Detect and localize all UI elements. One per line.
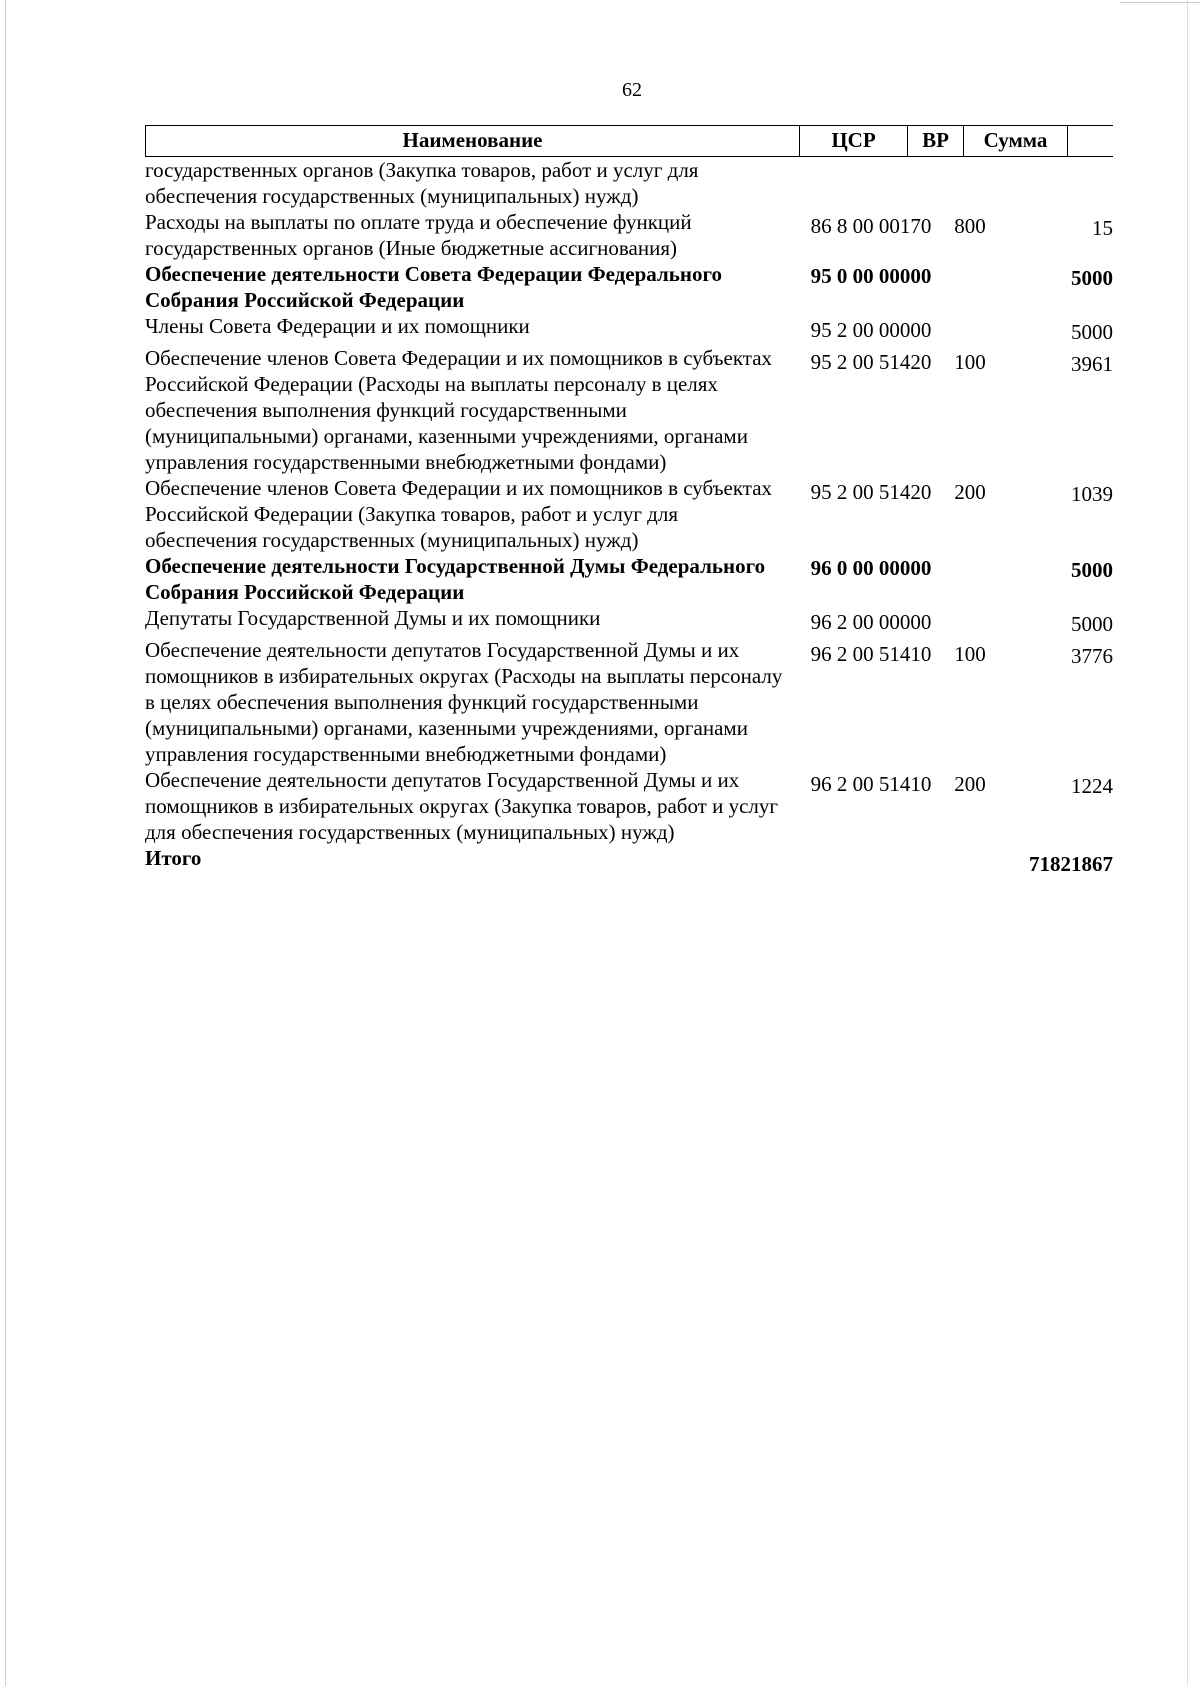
row-name: Депутаты Государственной Думы и их помощники <box>145 606 601 630</box>
row-name: Расходы на выплаты по оплате труда и обеспечение функций государственных органов (Иные бюджетные ассигнования) <box>145 210 692 260</box>
row-vr <box>939 553 1001 605</box>
row-sum: 5000 <box>1071 266 1113 290</box>
scan-edge-left <box>5 0 6 1686</box>
row-name: Обеспечение членов Совета Федерации и их помощников в субъектах Российской Федерации (Расходы на выплаты персоналу в целях обеспечения выполнения функций государственными (муниципальными) органами, казенными учреждениями, органами управления государственными внебюджетными фондами) <box>145 346 773 474</box>
row-vr: 200 <box>954 480 986 504</box>
page-number: 62 <box>622 79 642 101</box>
scan-edge-right <box>1187 0 1188 1686</box>
total-label: Итого <box>145 846 202 870</box>
row-sum: 15 <box>1092 216 1113 240</box>
row-csr: 95 2 00 51420 <box>810 350 932 374</box>
table-row <box>145 605 1113 637</box>
row-name: Обеспечение членов Совета Федерации и их помощников в субъектах Российской Федерации (Закупка товаров, работ и услуг для обеспечения государственных (муниципальных) нужд) <box>145 476 773 552</box>
header-sum: Сумма <box>964 126 1068 156</box>
row-csr: 96 2 00 51410 <box>810 772 932 796</box>
total-sum: 71821867 <box>1029 852 1113 876</box>
row-sum <box>1001 157 1113 209</box>
row-name: Обеспечение деятельности депутатов Государственной Думы и их помощников в избирательных округах (Расходы на выплаты персоналу в целях обеспечения выполнения функций государственными (муниципальными) органами, казенными учреждениями, органами управления государственными внебюджетными фондами) <box>145 638 783 766</box>
row-vr <box>939 313 1001 345</box>
table-header <box>145 125 1113 157</box>
row-name: Обеспечение деятельности Государственной Думы Федерального Собрания Российской Федерации <box>145 554 766 604</box>
total-vr <box>939 845 1001 877</box>
row-csr: 95 2 00 51420 <box>810 480 932 504</box>
row-sum: 5000 <box>1071 612 1113 636</box>
row-csr <box>799 157 939 209</box>
row-csr: 96 2 00 00000 <box>810 610 932 634</box>
row-name: государственных органов (Закупка товаров, работ и услуг для обеспечения государственных (муниципальных) нужд) <box>145 158 699 208</box>
table-row <box>145 345 1113 475</box>
row-vr <box>939 605 1001 637</box>
row-vr: 200 <box>954 772 986 796</box>
row-name: Члены Совета Федерации и их помощники <box>145 314 530 338</box>
header-csr: ЦСР <box>800 126 908 156</box>
row-name: Обеспечение деятельности депутатов Государственной Думы и их помощников в избирательных округах (Закупка товаров, работ и услуг для обеспечения государственных (муниципальных) нужд) <box>145 768 779 844</box>
row-vr <box>939 261 1001 313</box>
table-row <box>145 475 1113 553</box>
total-row <box>145 845 1113 877</box>
row-csr: 96 0 00 00000 <box>810 556 932 580</box>
row-name: Обеспечение деятельности Совета Федерации Федерального Собрания Российской Федерации <box>145 262 722 312</box>
row-csr: 96 2 00 51410 <box>810 642 932 666</box>
header-name: Наименование <box>146 126 800 156</box>
table-row-section <box>145 261 1113 313</box>
row-sum: 5000 <box>1071 320 1113 344</box>
budget-table <box>145 125 1113 877</box>
row-sum: 3961 <box>1071 352 1113 376</box>
row-vr: 800 <box>954 214 986 238</box>
row-vr <box>939 157 1001 209</box>
scan-edge-top <box>1120 2 1200 3</box>
row-sum: 1224 <box>1071 774 1113 798</box>
row-csr: 95 2 00 00000 <box>810 318 932 342</box>
header-vr: ВР <box>908 126 964 156</box>
row-sum: 3776 <box>1071 644 1113 668</box>
table-row-section <box>145 553 1113 605</box>
row-vr: 100 <box>954 350 986 374</box>
table-row <box>145 313 1113 345</box>
table-row <box>145 209 1113 261</box>
row-sum: 1039 <box>1071 482 1113 506</box>
table-row <box>145 157 1113 209</box>
total-csr <box>799 845 939 877</box>
table-row <box>145 637 1113 767</box>
row-csr: 86 8 00 00170 <box>810 214 932 238</box>
row-vr: 100 <box>954 642 986 666</box>
table-row <box>145 767 1113 845</box>
row-csr: 95 0 00 00000 <box>810 264 932 288</box>
row-sum: 5000 <box>1071 558 1113 582</box>
